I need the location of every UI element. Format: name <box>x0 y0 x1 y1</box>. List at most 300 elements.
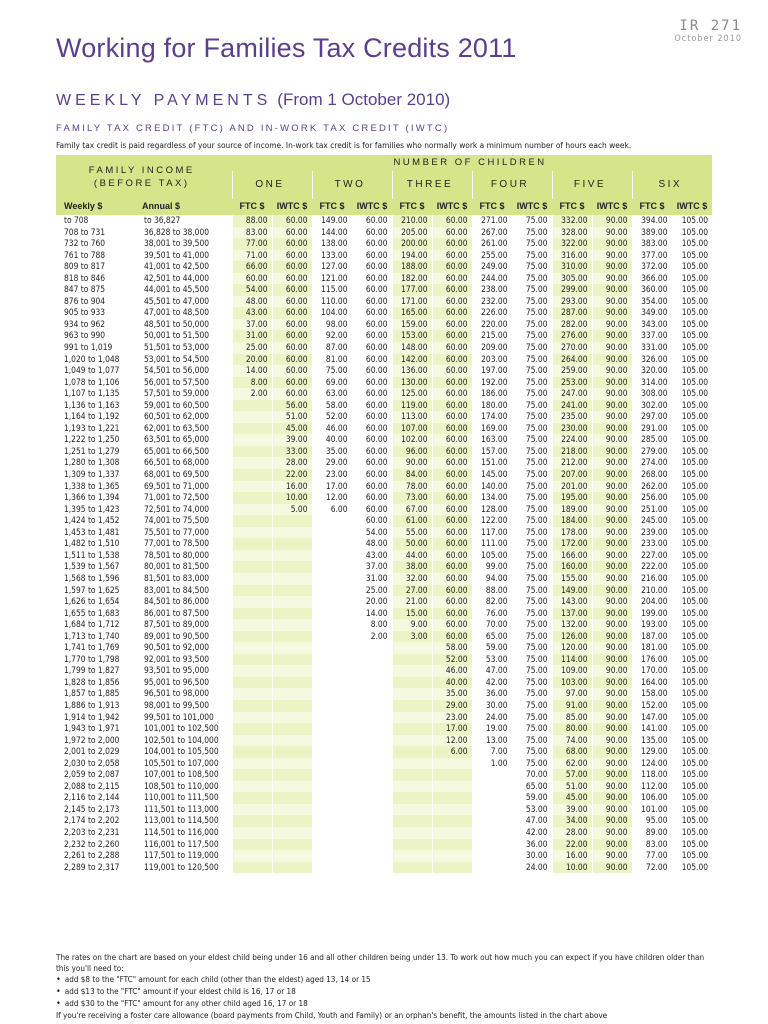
iwtc-cell: 75.00 <box>512 631 552 643</box>
ftc-cell: 15.00 <box>392 608 432 620</box>
iwtc-cell: 60.00 <box>352 250 392 262</box>
iwtc-cell: 75.00 <box>512 423 552 435</box>
weekly-payments-date: (From 1 October 2010) <box>277 90 451 109</box>
weekly-income-cell: to 708 <box>64 215 89 225</box>
ftc-cell: 40.00 <box>312 434 352 446</box>
iwtc-cell: 60.00 <box>272 273 312 285</box>
family-income-label: FAMILY INCOME <box>88 165 195 176</box>
table-row <box>56 481 712 493</box>
iwtc-cell: 90.00 <box>592 342 632 354</box>
iwtc-cell <box>432 850 472 862</box>
iwtc-cell: 58.00 <box>432 642 472 654</box>
weekly-income-cell: 818 to 846 <box>64 272 106 283</box>
ftc-cell: 50.00 <box>392 538 432 550</box>
iwtc-cell: 31.00 <box>352 573 392 585</box>
ftc-cell: 111.00 <box>472 538 512 550</box>
iwtc-cell: 24.00 <box>512 862 552 874</box>
iwtc-cell <box>352 839 392 851</box>
ftc-cell: 149.00 <box>552 585 592 597</box>
ftc-cell: 328.00 <box>552 227 592 239</box>
iwtc-cell <box>352 769 392 781</box>
iwtc-cell: 60.00 <box>432 423 472 435</box>
ftc-cell: 101.00 <box>632 804 672 816</box>
iwtc-column-header: IWTC $ <box>432 199 472 215</box>
iwtc-cell: 45.00 <box>272 423 312 435</box>
ftc-cell: 366.00 <box>632 273 672 285</box>
iwtc-cell: 105.00 <box>672 608 712 620</box>
iwtc-cell: 60.00 <box>432 469 472 481</box>
ftc-cell <box>232 712 272 724</box>
iwtc-cell: 30.00 <box>512 850 552 862</box>
ftc-cell: 205.00 <box>392 227 432 239</box>
weekly-income-cell: 2,030 to 2,058 <box>64 757 120 768</box>
annual-income-cell: 60,501 to 62,000 <box>144 411 210 422</box>
iwtc-cell: 6.00 <box>432 746 472 758</box>
children-one-header: ONE <box>232 171 312 199</box>
weekly-income-cell: 2,088 to 2,115 <box>64 780 120 791</box>
iwtc-cell: 75.00 <box>512 330 552 342</box>
iwtc-cell: 105.00 <box>672 261 712 273</box>
ftc-cell: 46.00 <box>312 423 352 435</box>
ftc-cell: 310.00 <box>552 261 592 273</box>
ftc-cell <box>232 839 272 851</box>
iwtc-cell: 35.00 <box>432 688 472 700</box>
notes-intro: The rates on the chart are based on your eldest child being under 16 and all other children being under 13. To work out how much you can expect if you have children older than this you'll need to: <box>56 952 705 973</box>
ftc-cell: 192.00 <box>472 377 512 389</box>
iwtc-cell: 105.00 <box>672 665 712 677</box>
ftc-cell <box>392 665 432 677</box>
children-six-header: SIX <box>632 171 712 199</box>
weekly-income-cell: 1,511 to 1,538 <box>64 549 120 560</box>
weekly-income-cell: 1,655 to 1,683 <box>64 607 120 618</box>
iwtc-cell: 60.00 <box>432 527 472 539</box>
header-row-columns <box>56 199 712 215</box>
iwtc-cell <box>272 769 312 781</box>
iwtc-cell: 60.00 <box>272 238 312 250</box>
iwtc-cell: 60.00 <box>432 365 472 377</box>
iwtc-cell: 105.00 <box>672 307 712 319</box>
ftc-cell: 268.00 <box>632 469 672 481</box>
iwtc-cell: 105.00 <box>672 481 712 493</box>
iwtc-cell: 90.00 <box>592 561 632 573</box>
iwtc-cell: 60.00 <box>432 585 472 597</box>
ftc-cell: 109.00 <box>552 665 592 677</box>
table-row <box>56 250 712 262</box>
ftc-cell: 135.00 <box>632 735 672 747</box>
annual-income-cell: 83,001 to 84,500 <box>144 584 210 595</box>
iwtc-cell: 105.00 <box>672 677 712 689</box>
iwtc-cell <box>432 781 472 793</box>
ftc-cell: 316.00 <box>552 250 592 262</box>
ftc-cell: 199.00 <box>632 608 672 620</box>
iwtc-cell: 54.00 <box>352 527 392 539</box>
ftc-column-header: FTC $ <box>472 199 512 215</box>
ftc-cell: 172.00 <box>552 538 592 550</box>
iwtc-cell: 75.00 <box>512 538 552 550</box>
table-row <box>56 631 712 643</box>
iwtc-cell: 75.00 <box>512 434 552 446</box>
ftc-cell: 232.00 <box>472 296 512 308</box>
iwtc-cell: 60.00 <box>432 561 472 573</box>
weekly-income-cell: 1,020 to 1,048 <box>64 353 120 364</box>
ftc-cell: 71.00 <box>232 250 272 262</box>
iwtc-cell <box>432 827 472 839</box>
ftc-cell: 226.00 <box>472 307 512 319</box>
ftc-cell: 322.00 <box>552 238 592 250</box>
ftc-cell <box>312 769 352 781</box>
ftc-cell: 85.00 <box>552 712 592 724</box>
ftc-cell <box>232 527 272 539</box>
iwtc-cell: 90.00 <box>592 227 632 239</box>
iwtc-cell: 36.00 <box>512 839 552 851</box>
iwtc-cell: 90.00 <box>592 434 632 446</box>
ftc-cell: 23.00 <box>312 469 352 481</box>
rates-table <box>56 155 712 873</box>
iwtc-cell: 105.00 <box>672 758 712 770</box>
iwtc-cell: 90.00 <box>592 746 632 758</box>
ftc-cell <box>312 677 352 689</box>
ftc-cell: 293.00 <box>552 296 592 308</box>
iwtc-cell: 105.00 <box>672 654 712 666</box>
iwtc-cell <box>352 862 392 874</box>
ftc-cell: 182.00 <box>392 273 432 285</box>
weekly-income-cell: 1,193 to 1,221 <box>64 422 120 433</box>
weekly-income-cell: 847 to 875 <box>64 284 106 295</box>
ftc-cell: 42.00 <box>472 677 512 689</box>
iwtc-cell: 105.00 <box>672 735 712 747</box>
iwtc-cell: 51.00 <box>272 411 312 423</box>
iwtc-cell: 75.00 <box>512 342 552 354</box>
iwtc-column-header: IWTC $ <box>592 199 632 215</box>
ftc-cell <box>312 538 352 550</box>
iwtc-cell <box>272 585 312 597</box>
ftc-cell: 69.00 <box>312 377 352 389</box>
table-row <box>56 273 712 285</box>
iwtc-cell: 60.00 <box>352 215 392 227</box>
iwtc-cell: 75.00 <box>512 481 552 493</box>
iwtc-cell <box>272 619 312 631</box>
iwtc-cell: 37.00 <box>352 561 392 573</box>
table-row <box>56 238 712 250</box>
annual-income-cell: 77,001 to 78,500 <box>144 538 210 549</box>
iwtc-cell: 52.00 <box>432 654 472 666</box>
annual-income-cell: 51,501 to 53,000 <box>144 342 210 353</box>
ftc-cell: 103.00 <box>552 677 592 689</box>
ftc-cell: 124.00 <box>632 758 672 770</box>
ftc-cell <box>232 550 272 562</box>
annual-income-cell: 92,001 to 93,500 <box>144 653 210 664</box>
ftc-cell: 165.00 <box>392 307 432 319</box>
annual-income-cell: to 36,827 <box>144 215 181 225</box>
iwtc-cell: 90.00 <box>592 527 632 539</box>
iwtc-cell: 105.00 <box>672 769 712 781</box>
iwtc-cell: 60.00 <box>272 365 312 377</box>
ftc-cell: 9.00 <box>392 619 432 631</box>
weekly-income-cell: 1,597 to 1,625 <box>64 584 120 595</box>
ftc-cell <box>232 677 272 689</box>
weekly-income-cell: 2,203 to 2,231 <box>64 826 120 837</box>
iwtc-cell: 12.00 <box>432 735 472 747</box>
iwtc-cell: 60.00 <box>352 492 392 504</box>
iwtc-cell: 29.00 <box>432 700 472 712</box>
ftc-cell <box>312 665 352 677</box>
ftc-cell: 170.00 <box>632 665 672 677</box>
ftc-cell: 195.00 <box>552 492 592 504</box>
ftc-cell: 308.00 <box>632 388 672 400</box>
annual-income-cell: 42,501 to 44,000 <box>144 272 210 283</box>
ftc-cell: 31.00 <box>232 330 272 342</box>
ftc-cell: 377.00 <box>632 250 672 262</box>
iwtc-cell: 75.00 <box>512 296 552 308</box>
ftc-cell <box>472 781 512 793</box>
iwtc-cell: 105.00 <box>672 423 712 435</box>
iwtc-cell <box>352 688 392 700</box>
ftc-cell: 82.00 <box>472 596 512 608</box>
annual-income-cell: 65,001 to 66,500 <box>144 445 210 456</box>
iwtc-cell: 105.00 <box>672 561 712 573</box>
weekly-payments-label: WEEKLY PAYMENTS <box>56 92 272 109</box>
ftc-cell: 115.00 <box>312 284 352 296</box>
ftc-cell: 349.00 <box>632 307 672 319</box>
iwtc-cell: 60.00 <box>352 261 392 273</box>
iwtc-cell: 60.00 <box>352 296 392 308</box>
weekly-income-cell: 876 to 904 <box>64 295 106 306</box>
ftc-cell: 20.00 <box>232 354 272 366</box>
weekly-income-cell: 1,799 to 1,827 <box>64 665 120 676</box>
iwtc-cell <box>272 700 312 712</box>
iwtc-cell: 75.00 <box>512 573 552 585</box>
iwtc-cell: 90.00 <box>592 815 632 827</box>
ftc-cell: 83.00 <box>632 839 672 851</box>
children-five-header: FIVE <box>552 171 632 199</box>
weekly-income-cell: 1,366 to 1,394 <box>64 492 120 503</box>
iwtc-cell: 60.00 <box>272 354 312 366</box>
iwtc-cell: 90.00 <box>592 665 632 677</box>
iwtc-cell: 75.00 <box>512 619 552 631</box>
ftc-cell: 158.00 <box>632 688 672 700</box>
iwtc-cell: 25.00 <box>352 585 392 597</box>
ftc-cell: 61.00 <box>392 515 432 527</box>
weekly-income-cell: 1,713 to 1,740 <box>64 630 120 641</box>
iwtc-cell <box>272 631 312 643</box>
iwtc-cell: 75.00 <box>512 712 552 724</box>
table-row <box>56 596 712 608</box>
ftc-cell: 147.00 <box>632 712 672 724</box>
ftc-cell: 12.00 <box>312 492 352 504</box>
ftc-cell <box>312 688 352 700</box>
ftc-cell: 354.00 <box>632 296 672 308</box>
table-row <box>56 654 712 666</box>
iwtc-cell: 60.00 <box>352 307 392 319</box>
ftc-cell: 136.00 <box>392 365 432 377</box>
iwtc-cell <box>352 792 392 804</box>
iwtc-cell <box>432 862 472 874</box>
ftc-cell: 137.00 <box>552 608 592 620</box>
annual-income-cell: 69,501 to 71,000 <box>144 480 210 491</box>
iwtc-cell: 60.00 <box>352 446 392 458</box>
ftc-cell: 77.00 <box>232 238 272 250</box>
iwtc-cell: 60.00 <box>432 619 472 631</box>
iwtc-cell: 75.00 <box>512 377 552 389</box>
ftc-cell <box>312 573 352 585</box>
ftc-cell: 224.00 <box>552 434 592 446</box>
annual-income-cell: 68,001 to 69,500 <box>144 469 210 480</box>
ftc-cell <box>232 573 272 585</box>
ftc-cell: 180.00 <box>472 400 512 412</box>
iwtc-cell: 60.00 <box>352 365 392 377</box>
ftc-cell: 53.00 <box>472 654 512 666</box>
iwtc-cell: 60.00 <box>352 481 392 493</box>
ftc-cell: 204.00 <box>632 596 672 608</box>
iwtc-cell: 75.00 <box>512 723 552 735</box>
ftc-cell: 264.00 <box>552 354 592 366</box>
iwtc-cell: 105.00 <box>672 238 712 250</box>
iwtc-cell: 90.00 <box>592 792 632 804</box>
iwtc-cell: 60.00 <box>272 377 312 389</box>
annual-income-cell: 39,501 to 41,000 <box>144 249 210 260</box>
ftc-cell: 331.00 <box>632 342 672 354</box>
iwtc-cell: 60.00 <box>432 504 472 516</box>
ftc-cell: 48.00 <box>232 296 272 308</box>
table-row <box>56 862 712 874</box>
iwtc-cell <box>352 642 392 654</box>
iwtc-cell: 60.00 <box>432 342 472 354</box>
iwtc-cell <box>432 839 472 851</box>
iwtc-cell: 105.00 <box>672 446 712 458</box>
ftc-cell: 152.00 <box>632 700 672 712</box>
ftc-cell <box>312 827 352 839</box>
ftc-cell: 332.00 <box>552 215 592 227</box>
iwtc-cell: 90.00 <box>592 250 632 262</box>
table-row <box>56 296 712 308</box>
iwtc-cell: 105.00 <box>672 850 712 862</box>
ftc-cell: 54.00 <box>232 284 272 296</box>
ftc-cell: 19.00 <box>472 723 512 735</box>
ftc-cell: 210.00 <box>392 215 432 227</box>
iwtc-cell: 10.00 <box>272 492 312 504</box>
weekly-income-cell: 1,309 to 1,337 <box>64 469 120 480</box>
ftc-cell: 218.00 <box>552 446 592 458</box>
ftc-cell: 233.00 <box>632 538 672 550</box>
iwtc-cell: 90.00 <box>592 573 632 585</box>
annual-income-cell: 44,001 to 45,500 <box>144 284 210 295</box>
annual-column-header: Annual $ <box>134 199 232 215</box>
ftc-cell: 186.00 <box>472 388 512 400</box>
iwtc-cell <box>352 746 392 758</box>
ftc-cell <box>392 677 432 689</box>
iwtc-cell: 75.00 <box>512 284 552 296</box>
iwtc-cell: 75.00 <box>512 561 552 573</box>
iwtc-cell: 75.00 <box>512 400 552 412</box>
iwtc-cell: 60.00 <box>432 250 472 262</box>
table-row <box>56 227 712 239</box>
iwtc-cell: 75.00 <box>512 492 552 504</box>
ftc-cell <box>392 712 432 724</box>
iwtc-cell <box>352 700 392 712</box>
iwtc-cell: 105.00 <box>672 388 712 400</box>
iwtc-column-header: IWTC $ <box>272 199 312 215</box>
iwtc-cell: 60.00 <box>432 538 472 550</box>
iwtc-cell <box>272 596 312 608</box>
iwtc-cell: 90.00 <box>592 850 632 862</box>
ftc-cell: 98.00 <box>312 319 352 331</box>
iwtc-cell: 16.00 <box>272 481 312 493</box>
iwtc-cell <box>272 677 312 689</box>
iwtc-cell <box>352 781 392 793</box>
ftc-cell: 184.00 <box>552 515 592 527</box>
iwtc-cell: 75.00 <box>512 585 552 597</box>
iwtc-cell: 105.00 <box>672 469 712 481</box>
ftc-cell <box>312 515 352 527</box>
ftc-cell: 238.00 <box>472 284 512 296</box>
ftc-cell <box>472 850 512 862</box>
iwtc-cell: 60.00 <box>352 377 392 389</box>
ftc-cell <box>392 688 432 700</box>
iwtc-cell: 75.00 <box>512 642 552 654</box>
iwtc-cell: 60.00 <box>272 307 312 319</box>
iwtc-cell: 105.00 <box>672 573 712 585</box>
iwtc-cell: 90.00 <box>592 492 632 504</box>
iwtc-cell <box>432 804 472 816</box>
iwtc-cell: 65.00 <box>512 781 552 793</box>
iwtc-cell: 90.00 <box>592 596 632 608</box>
iwtc-cell: 105.00 <box>672 400 712 412</box>
iwtc-cell: 14.00 <box>352 608 392 620</box>
ftc-cell: 249.00 <box>472 261 512 273</box>
number-of-children-header: NUMBER OF CHILDREN <box>232 155 712 171</box>
annual-income-cell: 75,501 to 77,000 <box>144 526 210 537</box>
ftc-cell: 87.00 <box>312 342 352 354</box>
iwtc-cell: 90.00 <box>592 712 632 724</box>
iwtc-cell: 40.00 <box>432 677 472 689</box>
iwtc-cell: 60.00 <box>432 296 472 308</box>
iwtc-cell <box>272 804 312 816</box>
iwtc-cell: 90.00 <box>592 273 632 285</box>
table-row <box>56 307 712 319</box>
ftc-cell: 360.00 <box>632 284 672 296</box>
ftc-cell: 209.00 <box>472 342 512 354</box>
iwtc-cell: 105.00 <box>672 284 712 296</box>
ftc-cell <box>312 862 352 874</box>
table-row <box>56 561 712 573</box>
iwtc-cell: 60.00 <box>352 354 392 366</box>
ftc-cell: 76.00 <box>472 608 512 620</box>
iwtc-cell: 60.00 <box>432 238 472 250</box>
weekly-income-cell: 1,741 to 1,769 <box>64 642 120 653</box>
ftc-cell <box>312 712 352 724</box>
iwtc-cell: 90.00 <box>592 469 632 481</box>
ftc-cell: 255.00 <box>472 250 512 262</box>
ftc-cell: 144.00 <box>312 227 352 239</box>
iwtc-cell: 105.00 <box>672 631 712 643</box>
iwtc-cell <box>352 712 392 724</box>
iwtc-cell: 60.00 <box>272 227 312 239</box>
iwtc-cell: 75.00 <box>512 238 552 250</box>
ftc-cell: 216.00 <box>632 573 672 585</box>
ftc-cell: 145.00 <box>472 469 512 481</box>
iwtc-cell: 75.00 <box>512 446 552 458</box>
ftc-cell <box>312 654 352 666</box>
ftc-cell: 253.00 <box>552 377 592 389</box>
ftc-cell: 102.00 <box>392 434 432 446</box>
iwtc-cell: 90.00 <box>592 769 632 781</box>
ftc-cell: 60.00 <box>232 273 272 285</box>
iwtc-cell: 75.00 <box>512 388 552 400</box>
iwtc-cell: 75.00 <box>512 527 552 539</box>
ftc-cell: 10.00 <box>552 862 592 874</box>
ftc-cell <box>312 642 352 654</box>
ftc-cell <box>312 839 352 851</box>
